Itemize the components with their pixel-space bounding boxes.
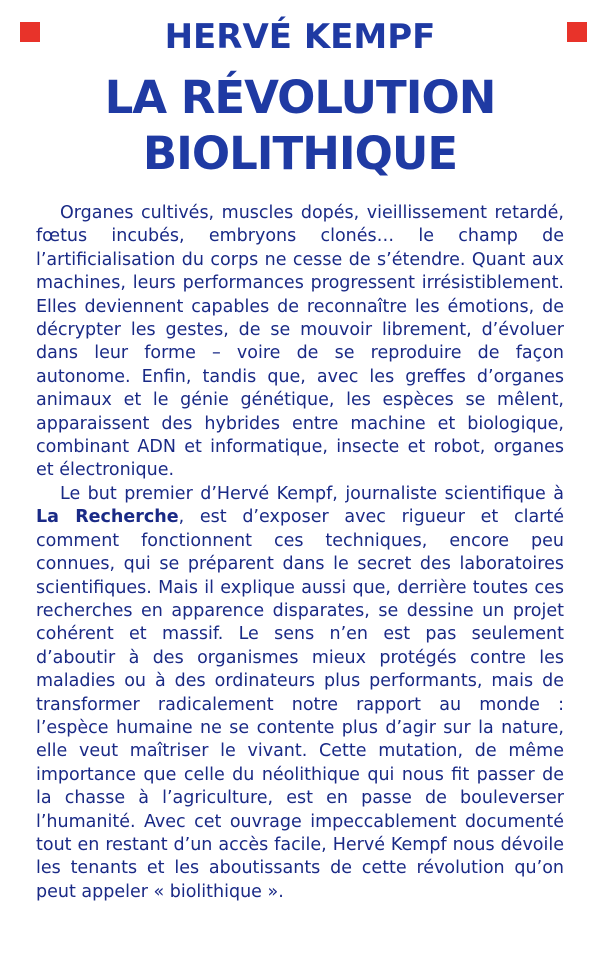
paragraph-2-rest: , est d’exposer avec rigueur et clarté comment fonctionnent ces techniques, encore peu connues, qui se préparent dans le secret des laboratoires scientifiques. Mais il explique aussi que, derrière toutes ces recherches en apparence disparates, se dessine un projet cohérent et massif. Le sens n’en est pas seulement d’aboutir à des organismes mieux protégés contre les maladies ou à des ordinateurs plus performants, mais de transformer radicalement notre rapport au monde : l’espèce humaine ne se contente plus d’agir sur la nature, elle veut maîtriser le vivant. Cette mutation, de même importance que celle du néolithique qui nous fit passer de la chasse à l’agriculture, est en passe de bouleverser l’humanité. Avec cet ouvrage impeccablement documenté tout en restant d’un accès facile, Hervé Kempf nous dévoile les tenants et les aboutissants de cette révolution qu’on peut appeler « biolithique ».: [36, 507, 564, 902]
paragraph-2-start: Le but premier d’Hervé Kempf, journaliste scientifique à: [60, 483, 564, 504]
book-title: [0, 70, 600, 182]
blurb-paragraph-1: Organes cultivés, muscles dopés, vieillissement retardé, fœtus incubés, embryons clonés… le champ de l’artificialisation du corps ne cesse de s’étendre. Quant aux machines, leurs performances progressent irrésistiblement. Elles deviennent capables de reconnaître les émotions, de décrypter les gestes, de se mouvoir librement, d’évoluer dans leur forme – voire de se reproduire de façon autonome. Enfin, tandis que, avec les greffes d’organes animaux et le génie génétique, les espèces se mêlent, apparaissent des hybrides entre machine et biologique, combinant ADN et informatique, insecte et robot, organes et électronique.: [36, 203, 564, 481]
journal-name: La Recherche: [36, 507, 179, 528]
book-title-line-2: BIOLITHIQUE: [142, 127, 458, 180]
book-title-line-1: LA RÉVOLUTION: [104, 71, 496, 124]
blurb-text: [36, 202, 564, 904]
blurb-paragraph-2: [36, 483, 564, 904]
author-name: HERVÉ KEMPF: [164, 17, 436, 57]
